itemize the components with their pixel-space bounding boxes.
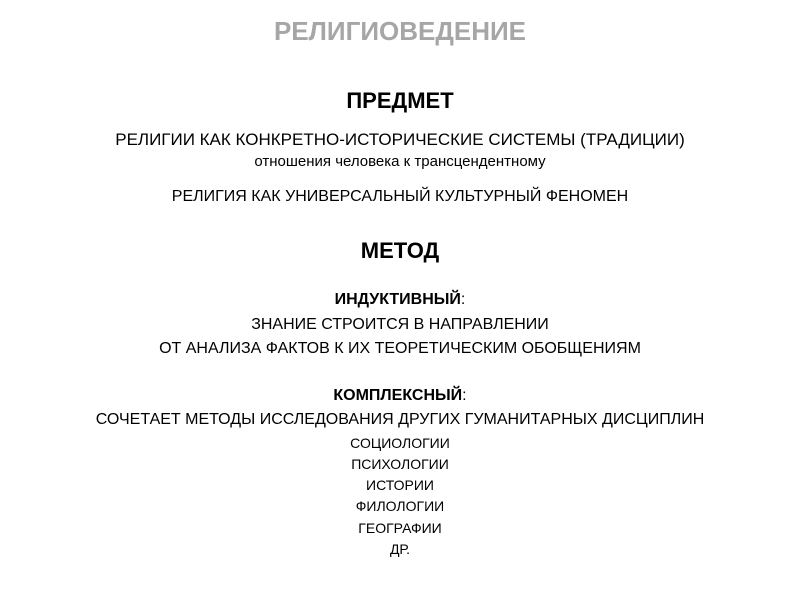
complex-heading [0, 387, 800, 405]
complex-label: КОМПЛЕКСНЫЙ [333, 387, 463, 404]
complex-colon: : [462, 387, 467, 404]
discipline-item: СОЦИОЛОГИИ [350, 435, 450, 451]
inductive-colon: : [460, 291, 466, 308]
inductive-heading [0, 291, 800, 309]
inductive-line-1: ЗНАНИЕ СТРОИТСЯ В НАПРАВЛЕНИИ [251, 316, 549, 333]
subject-line-2: отношения человека к трансцендентному [254, 153, 546, 170]
discipline-item: ПСИХОЛОГИИ [351, 456, 449, 472]
discipline-item: ДР. [389, 541, 411, 557]
inductive-line-2: ОТ АНАЛИЗА ФАКТОВ К ИХ ТЕОРЕТИЧЕСКИМ ОБОБЩЕНИЯМ [159, 340, 641, 357]
discipline-item: ИСТОРИИ [366, 477, 434, 493]
method-heading: МЕТОД [360, 238, 440, 263]
slide-title: РЕЛИГИОВЕДЕНИЕ [273, 16, 527, 46]
subject-line-1: РЕЛИГИИ КАК КОНКРЕТНО-ИСТОРИЧЕСКИЕ СИСТЕМЫ (ТРАДИЦИИ) [115, 130, 685, 149]
inductive-label: ИНДУКТИВНЫЙ [334, 291, 461, 308]
complex-line-1: СОЧЕТАЕТ МЕТОДЫ ИССЛЕДОВАНИЯ ДРУГИХ ГУМАНИТАРНЫХ ДИСЦИПЛИН [95, 411, 705, 428]
discipline-item: ФИЛОЛОГИИ [355, 498, 445, 514]
discipline-item: ГЕОГРАФИИ [358, 520, 442, 536]
subject-line-3: РЕЛИГИЯ КАК УНИВЕРСАЛЬНЫЙ КУЛЬТУРНЫЙ ФЕНОМЕН [171, 188, 629, 205]
subject-heading: ПРЕДМЕТ [346, 88, 454, 113]
